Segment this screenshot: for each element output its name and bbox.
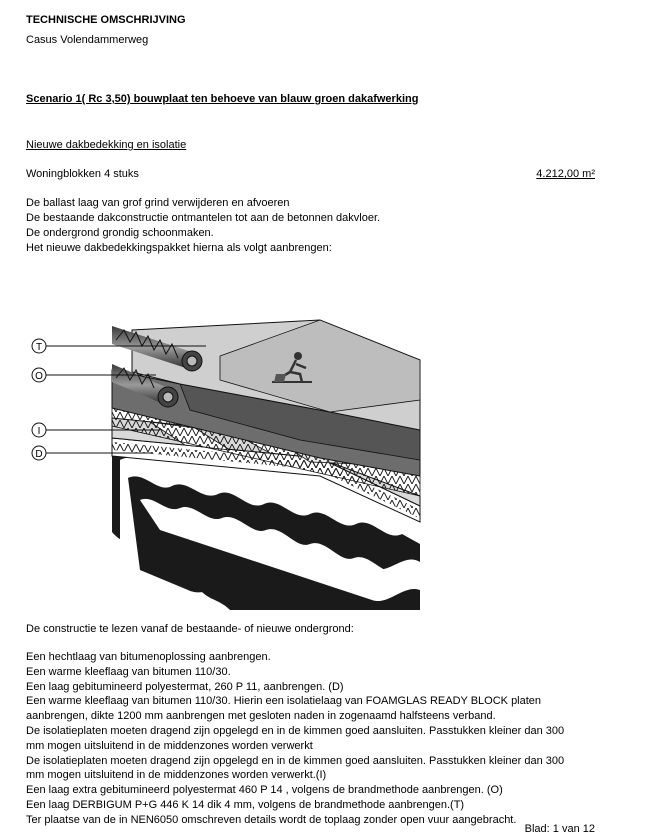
intro-paragraph <box>26 196 380 256</box>
intro-line: De bestaande dakconstructie ontmantelen tot aan de betonnen dakvloer. <box>26 212 381 224</box>
intro-line: Het nieuwe dakbedekkingspakket hierna als volgt aanbrengen: <box>26 242 332 254</box>
roof-layers-diagram <box>20 300 430 610</box>
step-line: De isolatieplaten moeten dragend zijn opgelegd en in de kimmen goed aansluiten. Passtukken kleiner dan 300 <box>26 754 565 767</box>
step-line: Ter plaatse van de in NEN6050 omschreven details wordt de toplaag zonder open vuur aangebracht. <box>26 813 517 826</box>
quantity-value: 4.212,00 m² <box>536 168 595 180</box>
callout-o-label: O <box>35 371 43 382</box>
document-title: TECHNISCHE OMSCHRIJVING <box>26 14 186 26</box>
document-subtitle: Casus Volendammerweg <box>26 34 149 46</box>
section-heading: Nieuwe dakbedekking en isolatie <box>26 139 187 151</box>
steps-list <box>26 650 564 828</box>
step-line: Een hechtlaag van bitumenoplossing aanbrengen. <box>26 651 271 663</box>
intro-line: De ondergrond grondig schoonmaken. <box>26 227 214 239</box>
step-line: mm mogen uitsluitend in de middenzones worden verwerkt.(I) <box>26 769 327 782</box>
step-line: Een laag gebitumineerd polyestermat, 260 P 11, aanbrengen. (D) <box>26 680 344 693</box>
step-line: Een laag extra gebitumineerd polyestermat 460 P 14 , volgens de brandmethode aanbrengen. (O) <box>26 784 503 797</box>
step-line: Een warme kleeflaag van bitumen 110/30. Hierin een isolatielaag van FOAMGLAS READY BLOCK platen <box>26 695 542 708</box>
callout-d-label: D <box>35 449 43 460</box>
steps-intro: De constructie te lezen vanaf de bestaande- of nieuwe ondergrond: <box>26 623 354 635</box>
step-line: mm mogen uitsluitend in de middenzones worden verwerkt <box>26 739 313 752</box>
quantity-row <box>26 167 595 182</box>
scenario-heading: Scenario 1( Rc 3,50) bouwplaat ten behoeve van blauw groen dakafwerking <box>26 93 419 105</box>
step-line: aanbrengen, dikte 1200 mm aanbrengen met gesloten naden in zogenaamd halfsteens verband. <box>26 710 496 723</box>
quantity-label: Woningblokken 4 stuks <box>26 168 139 180</box>
callout-t-label: T <box>35 342 43 353</box>
step-line: De isolatieplaten moeten dragend zijn opgelegd en in de kimmen goed aansluiten. Passtukken kleiner dan 300 <box>26 724 565 737</box>
page-number: Blad: 1 van 12 <box>524 823 595 835</box>
step-line: Een warme kleeflaag van bitumen 110/30. <box>26 665 231 678</box>
step-line: Een laag DERBIGUM P+G 446 K 14 dik 4 mm, volgens de brandmethode aanbrengen.(T) <box>26 798 465 811</box>
callout-i-label: I <box>37 426 41 437</box>
intro-line: De ballast laag van grof grind verwijderen en afvoeren <box>26 197 290 209</box>
